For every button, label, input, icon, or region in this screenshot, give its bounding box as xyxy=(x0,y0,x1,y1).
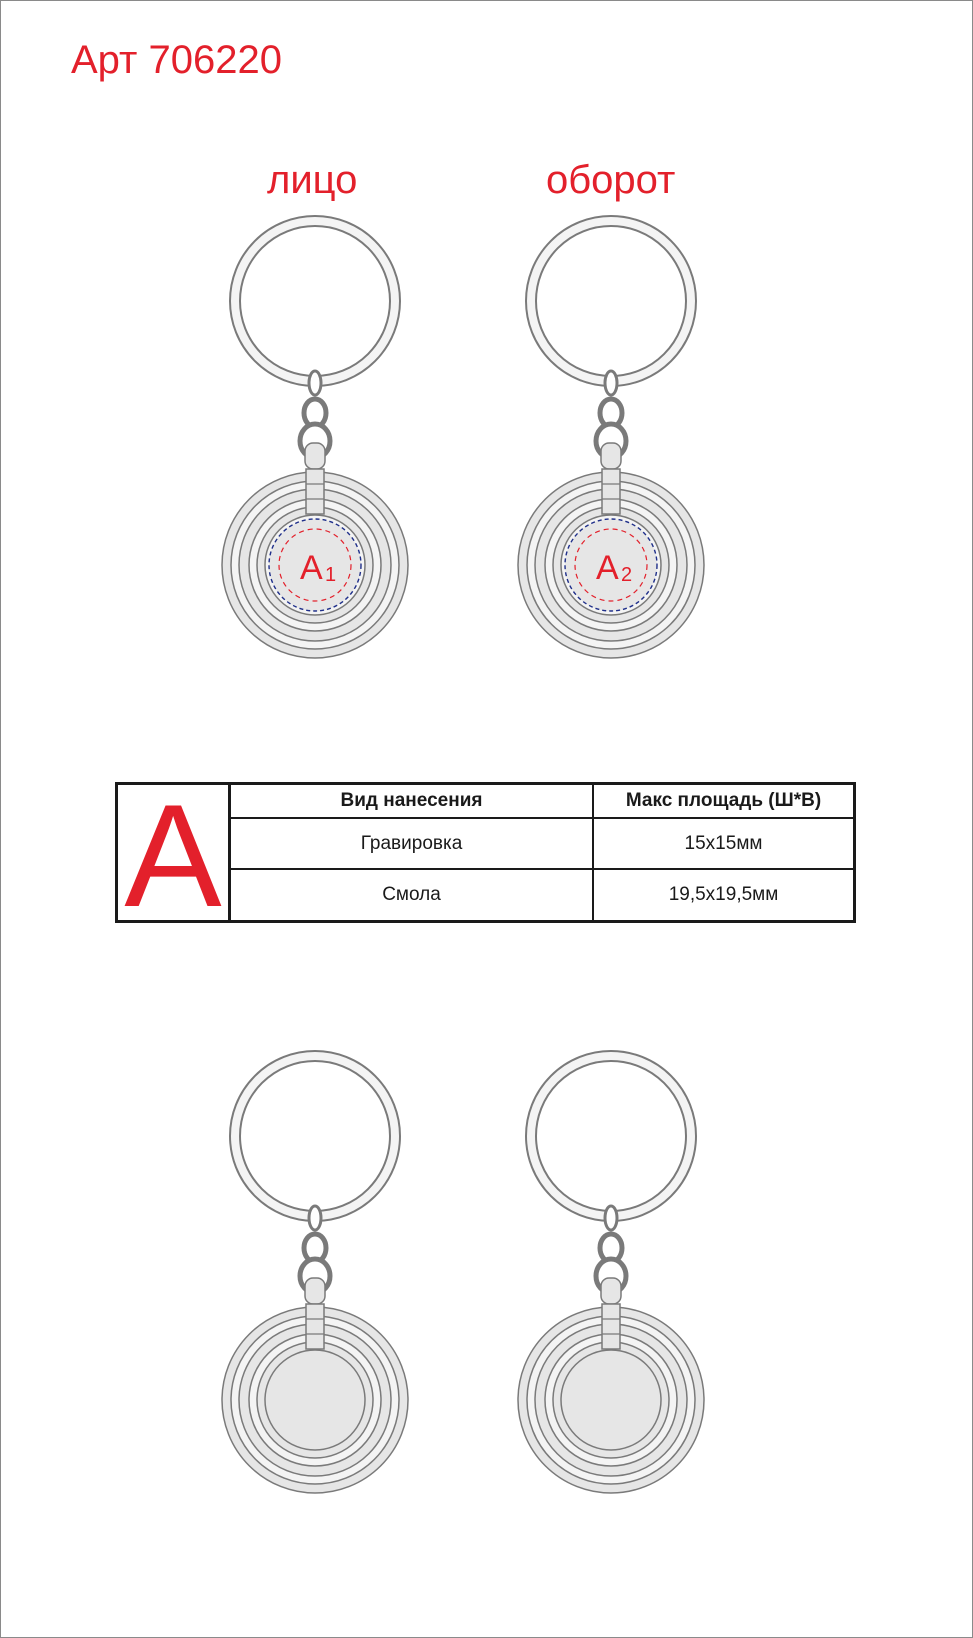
header-method: Вид нанесения xyxy=(340,790,483,811)
zone-a1-index: 1 xyxy=(325,564,337,586)
row-engraving-method: Гравировка xyxy=(360,832,463,854)
zone-a2-letter: A xyxy=(596,549,619,587)
keychain-back-plain xyxy=(511,1050,711,1500)
keychain-front-marked xyxy=(215,215,415,665)
article-title: Арт 706220 xyxy=(71,38,282,82)
row-engraving-area: 15x15мм xyxy=(684,832,763,854)
back-side-label: оборот xyxy=(546,158,676,202)
row-resin-method: Смола xyxy=(382,884,441,905)
application-spec-table xyxy=(115,773,856,937)
front-side-label: лицо xyxy=(267,158,358,202)
zone-a-marker: A xyxy=(118,785,231,920)
row-resin-area: 19,5x19,5мм xyxy=(668,884,779,905)
keychain-front-plain xyxy=(215,1050,415,1500)
zone-a2-index: 2 xyxy=(621,564,633,586)
header-max-area: Макс площадь (Ш*В) xyxy=(625,790,822,811)
keychain-back-marked xyxy=(511,215,711,665)
zone-a1-letter: A xyxy=(300,549,323,587)
